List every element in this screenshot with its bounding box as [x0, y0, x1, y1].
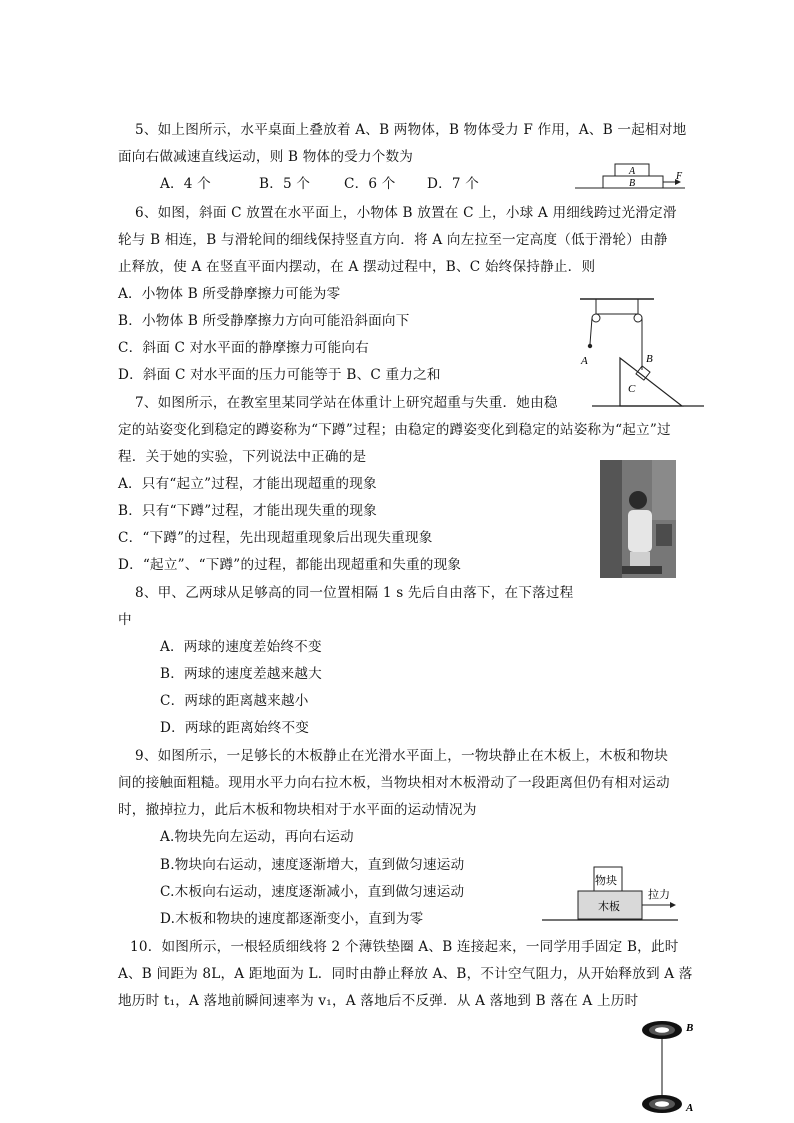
q10-line-3: 地历时 t₁，A 落地前瞬间速率为 v₁，A 落地后不反弹．从 A 落地到 B 落在 A 上历时	[118, 993, 639, 1009]
q6-line-1: 6、如图，斜面 C 放置在水平面上，小物体 B 放置在 C 上，小球 A 用细线跨过光滑定滑	[135, 205, 677, 221]
q8-option-c: C．两球的距离越来越小	[160, 693, 309, 709]
q8-option-b: B．两球的速度差越来越大	[160, 666, 322, 682]
q8-line-1: 8、甲、乙两球从足够高的同一位置相隔 1 s 先后自由落下，在下落过程	[135, 585, 574, 601]
q6-pulley-incline-figure	[576, 294, 706, 410]
q7-line-2: 定的站姿变化到稳定的蹲姿称为“下蹲”过程；由稳定的蹲姿变化到稳定的站姿称为“起立”过	[118, 422, 671, 438]
q10-label-b: B	[686, 1022, 694, 1034]
q9-option-a: A.物块先向左运动，再向右运动	[160, 829, 354, 845]
q5-label-f: F	[676, 171, 683, 182]
q9-line-3: 时，撤掉拉力，此后木板和物块相对于水平面的运动情况为	[118, 802, 477, 818]
q7-scale-student-photo	[600, 460, 676, 578]
q5-line-2: 面向右做减速直线运动，则 B 物体的受力个数为	[118, 149, 414, 165]
q7-option-a: A．只有“起立”过程，才能出现超重的现象	[118, 476, 377, 492]
q7-line-1: 7、如图所示，在教室里某同学站在体重计上研究超重与失重．她由稳	[135, 395, 558, 411]
q8-line-2: 中	[118, 612, 132, 628]
q6-line-3: 止释放，使 A 在竖直平面内摆动，在 A 摆动过程中，B、C 始终保持静止．则	[118, 259, 596, 275]
q9-board-block-figure	[542, 864, 682, 924]
q9-line-1: 9、如图所示，一足够长的木板静止在光滑水平面上，一物块静止在木板上，木板和物块	[135, 748, 669, 764]
q9-block-label: 物块	[595, 874, 617, 887]
q7-option-b: B．只有“下蹲”过程，才能出现失重的现象	[118, 503, 377, 519]
q5-option-b: B．5 个	[259, 176, 311, 192]
q6-label-b: B	[646, 353, 653, 365]
q9-line-2: 间的接触面粗糙。现用水平力向右拉木板，当物块相对木板滑动了一段距离但仍有相对运动	[118, 775, 670, 791]
q9-board-label: 木板	[598, 900, 620, 913]
q9-option-b: B.物块向右运动，速度逐渐增大，直到做匀速运动	[160, 857, 465, 873]
q6-option-c: C．斜面 C 对水平面的静摩擦力可能向右	[118, 340, 369, 356]
q5-label-b: B	[629, 178, 636, 189]
q5-option-a: A．4 个	[160, 176, 211, 192]
q5-stacked-blocks-figure	[575, 160, 690, 195]
q7-option-d: D．“起立”、“下蹲”的过程，都能出现超重和失重的现象	[118, 557, 462, 573]
q6-option-d: D．斜面 C 对水平面的压力可能等于 B、C 重力之和	[118, 367, 441, 383]
q9-option-c: C.木板向右运动，速度逐渐减小，直到做匀速运动	[160, 884, 465, 900]
q7-option-c: C．“下蹲”的过程，先出现超重现象后出现失重现象	[118, 530, 433, 546]
q6-label-a: A	[581, 355, 588, 367]
q5-label-a: A	[629, 166, 636, 177]
q10-label-a: A	[686, 1102, 694, 1114]
q6-option-b: B．小物体 B 所受静摩擦力方向可能沿斜面向下	[118, 313, 410, 329]
q5-line-1: 5、如上图所示，水平桌面上叠放着 A、B 两物体，B 物体受力 F 作用，A、B 一起相对地	[135, 122, 687, 138]
q6-label-c: C	[628, 383, 636, 395]
student-on-scale-image	[600, 460, 676, 578]
q8-option-a: A．两球的速度差始终不变	[160, 639, 322, 655]
q10-line-1: 10．如图所示，一根轻质细线将 2 个薄铁垫圈 A、B 连接起来，一同学用手固定 B，此时	[130, 939, 679, 955]
q7-line-3: 程．关于她的实验，下列说法中正确的是	[118, 449, 367, 465]
q6-option-a: A．小物体 B 所受静摩擦力可能为零	[118, 286, 341, 302]
q8-option-d: D．两球的距离始终不变	[160, 720, 310, 736]
q5-option-d: D．7 个	[427, 176, 480, 192]
q6-line-2: 轮与 B 相连，B 与滑轮间的细线保持竖直方向．将 A 向左拉至一定高度（低于滑轮）由静	[118, 232, 668, 248]
q10-washers-figure	[636, 1014, 708, 1120]
q10-line-2: A、B 间距为 8L，A 距地面为 L．同时由静止释放 A、B，不计空气阻力，从开始释放到 A 落	[118, 966, 693, 982]
q9-force-label: 拉力	[648, 888, 670, 901]
q9-option-d: D.木板和物块的速度都逐渐变小，直到为零	[160, 911, 424, 927]
q5-option-c: C．6 个	[344, 176, 396, 192]
